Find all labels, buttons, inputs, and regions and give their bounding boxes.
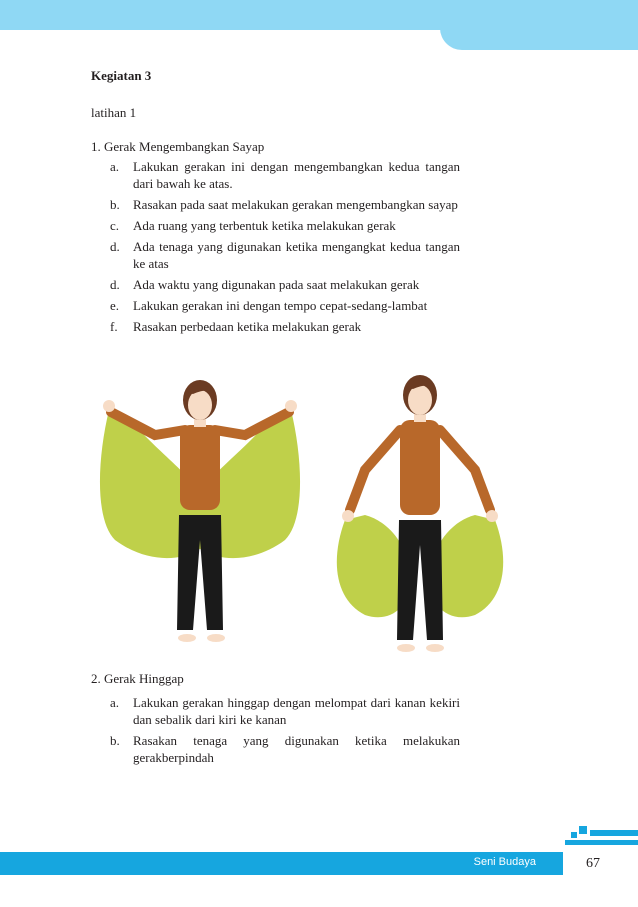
footer-decor-pixel xyxy=(571,832,577,838)
activity-heading: Kegiatan 3 xyxy=(91,68,152,83)
footer-decor-pixel xyxy=(590,830,638,836)
footer-decor-pixel xyxy=(565,840,638,845)
section-1-title: 1. Gerak Mengembangkan Sayap xyxy=(91,139,265,154)
list-item: d. Ada waktu yang digunakan pada saat melakukan gerak xyxy=(110,277,420,292)
footer-decor-pixel xyxy=(579,826,587,834)
section-2-title: 2. Gerak Hinggap xyxy=(91,671,184,686)
list-item: a. Lakukan gerakan hinggap dengan melompat dari kanan kekiri dan sebalik dari kiri ke kanan xyxy=(110,695,460,727)
page-number-box xyxy=(563,846,638,875)
footer-book-title: Seni Budaya xyxy=(473,856,536,868)
dance-illustration xyxy=(95,370,535,670)
list-item: c. Ada ruang yang terbentuk ketika melakukan gerak xyxy=(110,218,396,233)
exercise-subheading: latihan 1 xyxy=(91,105,137,120)
top-decor-tab xyxy=(440,0,638,50)
list-item: a. Lakukan gerakan ini dengan mengembangkan kedua tangan dari bawah ke atas. xyxy=(110,159,460,191)
list-item: b. Rasakan tenaga yang digunakan ketika melakukan gerakberpindah xyxy=(110,733,460,765)
dancer-figure-arms-down xyxy=(337,375,503,652)
dancer-figure-arms-up xyxy=(100,380,300,642)
list-item: f. Rasakan perbedaan ketika melakukan gerak xyxy=(110,319,362,334)
page-number: 67 xyxy=(586,856,600,871)
section-1-list xyxy=(110,158,460,339)
list-item: b. Rasakan pada saat melakukan gerakan mengembangkan sayap xyxy=(110,197,458,212)
list-item: d. Ada tenaga yang digunakan ketika mengangkat kedua tangan ke atas xyxy=(110,239,460,271)
section-2-list xyxy=(110,694,460,770)
list-item: e. Lakukan gerakan ini dengan tempo cepat-sedang-lambat xyxy=(110,298,428,313)
